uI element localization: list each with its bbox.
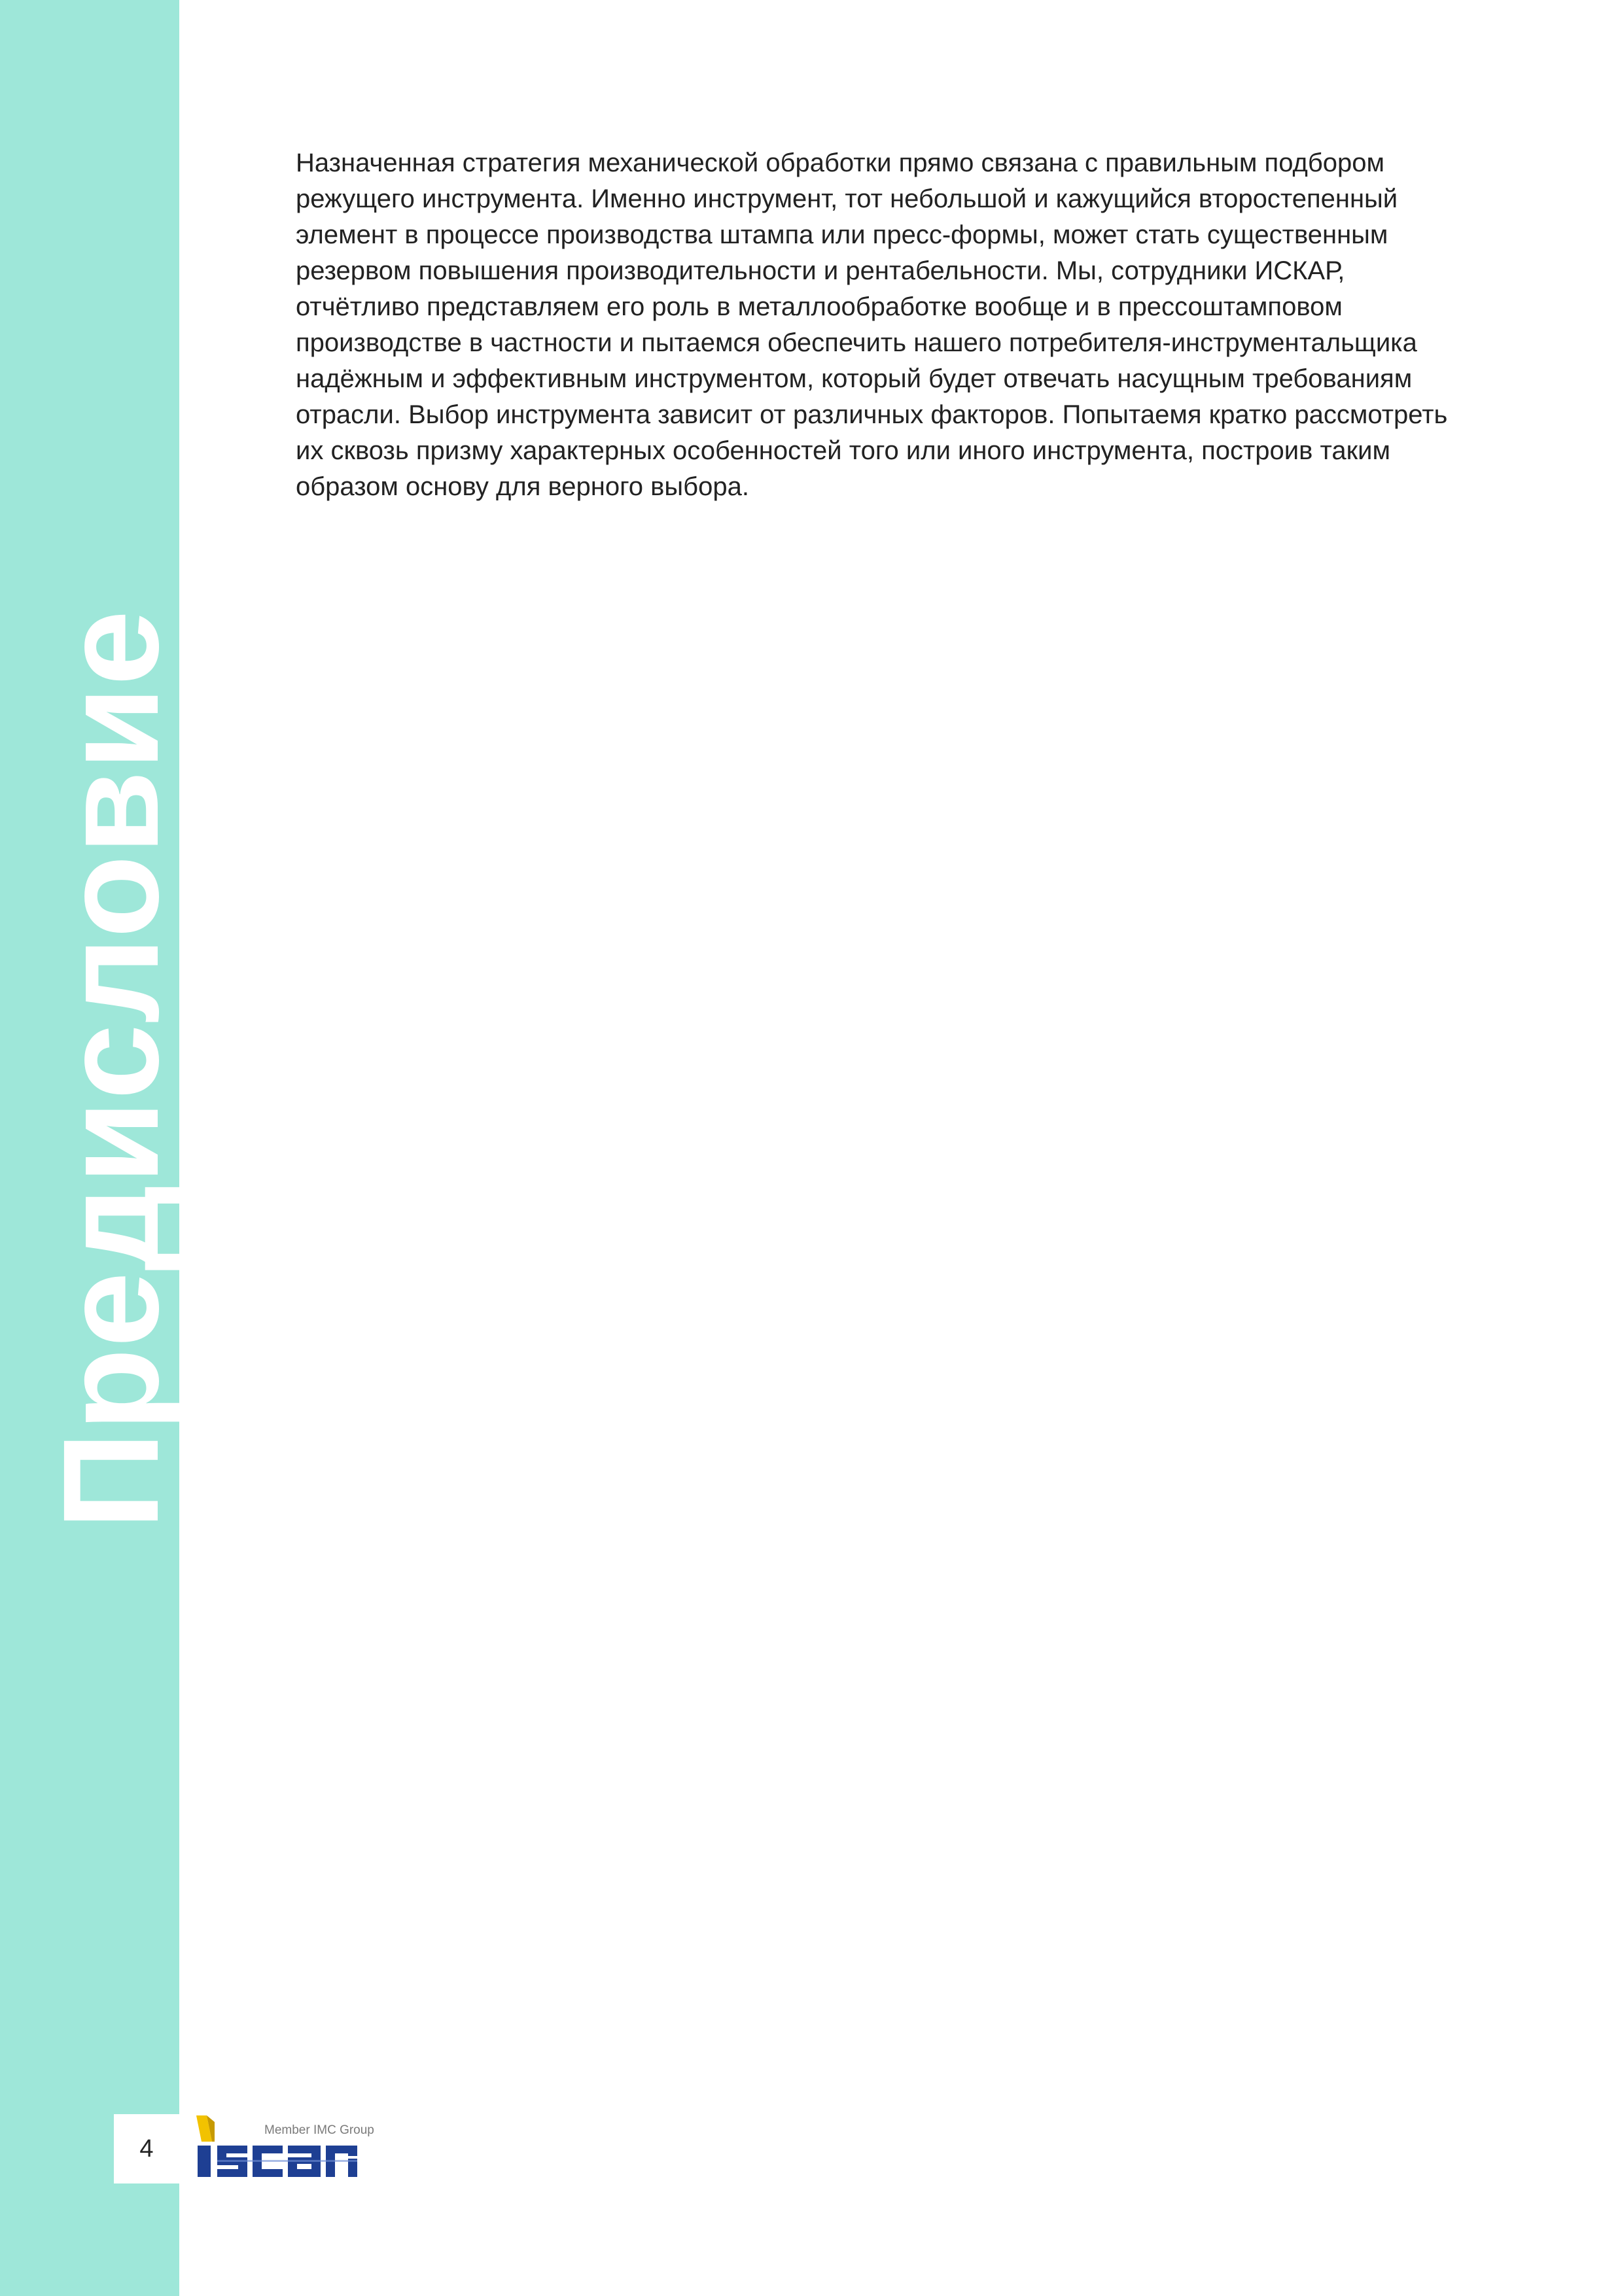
body-line: резервом повышения производительности и рентабельности. Мы, сотрудники ИСКАР, [296, 256, 1345, 285]
body-line: производстве в частности и пытаемся обеспечить нашего потребителя-инструментальщика [296, 328, 1417, 357]
body-line: элемент в процессе производства штампа или пресс-формы, может стать существенным [296, 220, 1388, 249]
body-line: надёжным и эффективным инструментом, который будет отвечать насущным требованиям [296, 364, 1413, 393]
body-line: их сквозь призму характерных особенностей того или иного инструмента, построив таким [296, 436, 1390, 465]
body-line: отчётливо представляем его роль в металлообработке вообще и в прессоштамповом [296, 292, 1343, 321]
iscar-logo [192, 2110, 389, 2189]
body-line: отрасли. Выбор инструмента зависит от различных факторов. Попытаемя кратко рассмотреть [296, 400, 1448, 429]
iscar-wordmark-icon [192, 2110, 389, 2189]
body-paragraph [296, 145, 1473, 505]
body-line: Назначенная стратегия механической обработки прямо связана с правильным подбором [296, 148, 1385, 177]
section-title: Предисловие [35, 609, 187, 1530]
body-line: образом основу для верного выбора. [296, 472, 749, 501]
logo-tagline: Member IMC Group [264, 2123, 374, 2137]
body-line: режущего инструмента. Именно инструмент, тот небольшой и кажущийся второстепенный [296, 184, 1398, 213]
sidebar-band [0, 0, 187, 2296]
page-number: 4 [114, 2114, 179, 2183]
